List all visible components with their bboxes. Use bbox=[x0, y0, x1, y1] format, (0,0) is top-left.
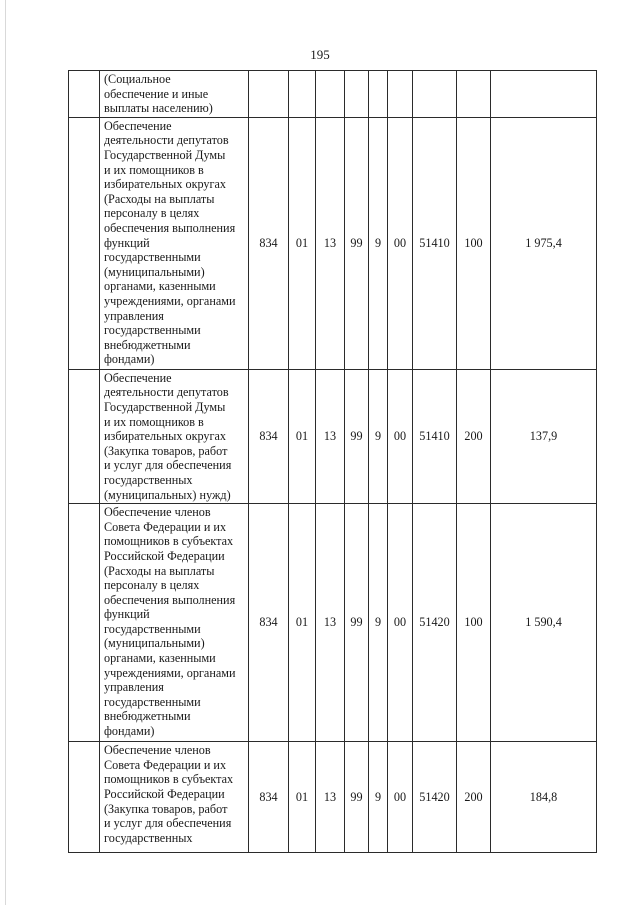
row-name bbox=[100, 504, 249, 742]
row-main-event-code: 00 bbox=[388, 369, 413, 503]
row-expense-type-code: 100 bbox=[457, 117, 491, 369]
row-subsection-code: 13 bbox=[316, 504, 345, 742]
row-direction-code: 51410 bbox=[413, 117, 457, 369]
row-grbs-code: 834 bbox=[249, 504, 289, 742]
row-index-cell bbox=[69, 369, 100, 503]
row-main-event-code bbox=[388, 71, 413, 118]
row-subsection-code: 13 bbox=[316, 117, 345, 369]
row-main-event-code: 00 bbox=[388, 504, 413, 742]
row-subprogram-code bbox=[369, 71, 388, 118]
row-direction-code bbox=[413, 71, 457, 118]
row-subsection-code: 13 bbox=[316, 742, 345, 853]
row-expense-type-code: 200 bbox=[457, 742, 491, 853]
row-amount: 184,8 bbox=[491, 742, 597, 853]
row-name-text: (Социальное обеспечение и иные выплаты населению) bbox=[104, 72, 213, 116]
row-grbs-code: 834 bbox=[249, 117, 289, 369]
row-main-event-code: 00 bbox=[388, 117, 413, 369]
row-grbs-code: 834 bbox=[249, 742, 289, 853]
row-expense-type-code: 100 bbox=[457, 504, 491, 742]
row-name-text: Обеспечение членов Совета Федерации и их помощников в субъектах Российской Федерации (Расходы на выплаты персоналу в целях обеспечения выполнения функций государственными (муниципальными) органами, казенными учреждениями, органами управления государственными внебюджетными фондами) bbox=[104, 505, 236, 739]
row-index-cell bbox=[69, 742, 100, 853]
row-subsection-code: 13 bbox=[316, 369, 345, 503]
row-section-code: 01 bbox=[289, 369, 316, 503]
row-program-code: 99 bbox=[345, 504, 369, 742]
row-expense-type-code bbox=[457, 71, 491, 118]
row-direction-code: 51420 bbox=[413, 504, 457, 742]
row-name-text: Обеспечение деятельности депутатов Государственной Думы и их помощников в избирательных округах (Закупка товаров, работ и услуг для обеспечения государственных (муниципальных) нужд) bbox=[104, 370, 232, 502]
row-subprogram-code: 9 bbox=[369, 369, 388, 503]
row-amount: 137,9 bbox=[491, 369, 597, 503]
row-name bbox=[100, 742, 249, 853]
row-section-code bbox=[289, 71, 316, 118]
row-expense-type-code: 200 bbox=[457, 369, 491, 503]
row-amount: 1 975,4 bbox=[491, 117, 597, 369]
table-row bbox=[69, 742, 597, 853]
table-body bbox=[69, 71, 597, 853]
row-program-code bbox=[345, 71, 369, 118]
row-program-code: 99 bbox=[345, 369, 369, 503]
budget-table bbox=[68, 70, 597, 853]
table-row bbox=[69, 117, 597, 369]
row-grbs-code bbox=[249, 71, 289, 118]
row-name bbox=[100, 71, 249, 118]
table-row bbox=[69, 504, 597, 742]
row-section-code: 01 bbox=[289, 742, 316, 853]
row-index-cell bbox=[69, 117, 100, 369]
row-section-code: 01 bbox=[289, 117, 316, 369]
row-name bbox=[100, 117, 249, 369]
page-number: 195 bbox=[310, 47, 330, 62]
row-amount: 1 590,4 bbox=[491, 504, 597, 742]
row-name-text: Обеспечение деятельности депутатов Государственной Думы и их помощников в избирательных округах (Расходы на выплаты персоналу в целях обеспечения выполнения функций государственными (муниципальными) органами, казенными учреждениями, органами управления государственными внебюджетными фондами) bbox=[104, 118, 236, 367]
row-subprogram-code: 9 bbox=[369, 504, 388, 742]
row-name bbox=[100, 369, 249, 503]
row-section-code: 01 bbox=[289, 504, 316, 742]
row-index-cell bbox=[69, 71, 100, 118]
row-direction-code: 51410 bbox=[413, 369, 457, 503]
row-subprogram-code: 9 bbox=[369, 742, 388, 853]
row-main-event-code: 00 bbox=[388, 742, 413, 853]
row-program-code: 99 bbox=[345, 117, 369, 369]
row-subprogram-code: 9 bbox=[369, 117, 388, 369]
row-name-text: Обеспечение членов Совета Федерации и их помощников в субъектах Российской Федерации (Закупка товаров, работ и услуг для обеспечения государственных bbox=[104, 743, 234, 845]
table-row bbox=[69, 71, 597, 118]
row-program-code: 99 bbox=[345, 742, 369, 853]
row-amount bbox=[491, 71, 597, 118]
row-grbs-code: 834 bbox=[249, 369, 289, 503]
row-subsection-code bbox=[316, 71, 345, 118]
table-row bbox=[69, 369, 597, 503]
row-direction-code: 51420 bbox=[413, 742, 457, 853]
row-index-cell bbox=[69, 504, 100, 742]
scan-edge bbox=[5, 0, 6, 905]
